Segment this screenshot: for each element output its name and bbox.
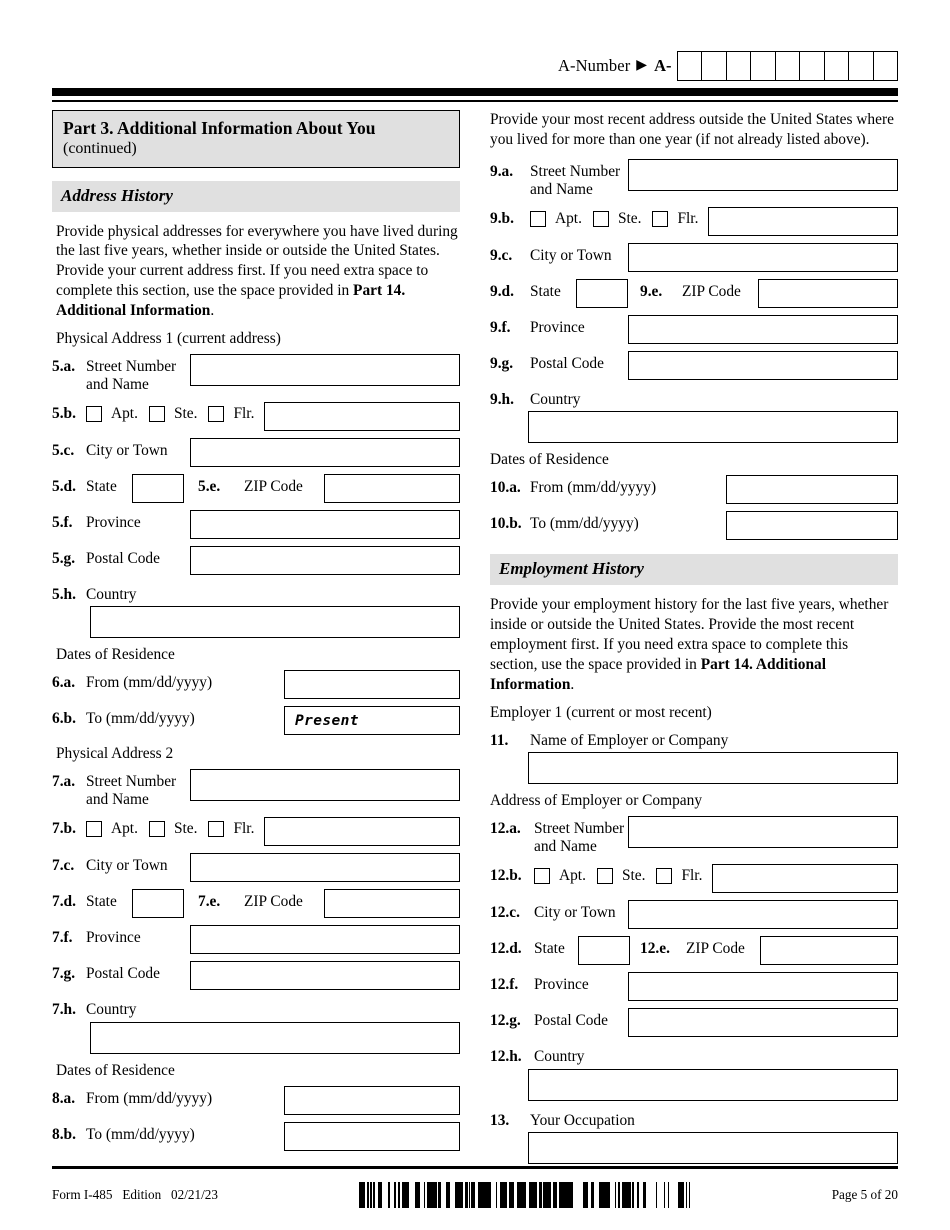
a-number-cell-6[interactable] [800,52,825,80]
field-number-12b: 12.b. [490,867,522,885]
field-number-7b: 7.b. [52,820,76,838]
field-row-9d-9e [490,279,898,308]
field-row-5h [52,582,460,604]
field-label-5e: ZIP Code [244,477,303,495]
province-input-5f[interactable] [190,510,460,539]
field-row-7h-box [52,1022,460,1054]
field-row-9f [490,315,898,344]
field-number-8b: 8.b. [52,1125,76,1143]
a-number-cell-1[interactable] [678,52,703,80]
field-number-10b: 10.b. [490,515,522,533]
field-number-5b: 5.b. [52,404,76,422]
field-label-7f: Province [86,929,141,947]
employment-history-instructions [490,595,898,694]
a-number-header [52,50,898,82]
field-row-12g [490,1008,898,1037]
field-row-11-box [490,752,898,784]
field-number-7g: 7.g. [52,965,76,983]
field-number-9e: 9.e. [640,282,663,300]
state-input-7d[interactable] [132,889,184,918]
field-number-9f: 9.f. [490,318,511,336]
dates-of-residence-1-subhead: Dates of Residence [56,646,175,664]
street-number-name-input-12a[interactable] [628,816,898,848]
field-number-5h: 5.h. [52,585,76,603]
field-row-7d-7e [52,889,460,918]
apt-ste-flr-input-7b[interactable] [264,817,460,846]
postal-code-input-7g[interactable] [190,961,460,990]
field-label-5d: State [86,477,117,495]
apt-label-5b: Apt. [111,404,138,422]
header-black-bar [52,88,898,96]
country-input-9h[interactable] [528,411,898,443]
field-label-12f: Province [534,976,589,994]
field-number-12a: 12.a. [490,820,521,838]
a-number-label: A-Number [558,56,631,75]
employment-history-heading [490,554,898,585]
field-label-13: Your Occupation [530,1111,635,1129]
instruction-bold-ref: Part 14. Additional Information [56,282,406,319]
pdf417-barcode [359,1182,690,1208]
postal-code-input-9g[interactable] [628,351,898,380]
field-number-7d: 7.d. [52,893,76,911]
field-label-8a: From (mm/dd/yyyy) [86,1089,213,1107]
field-row-7g [52,961,460,990]
ste-label-9b: Ste. [617,209,642,227]
field-row-5h-box [52,606,460,638]
a-number-input[interactable] [677,51,899,81]
flr-checkbox-5b[interactable] [208,406,224,422]
date-from-input-6a[interactable] [284,670,460,699]
apt-ste-flr-input-9b[interactable] [708,207,898,236]
field-number-10a: 10.a. [490,479,521,497]
address-history-label: Address History [61,185,173,205]
right-column [490,110,898,1171]
field-row-10a [490,475,898,504]
ste-checkbox-12b[interactable] [597,868,613,884]
field-row-9g [490,351,898,380]
field-row-7c [52,853,460,882]
zip-code-input-7e[interactable] [324,889,460,918]
a-number-prefix: A- [654,56,672,75]
instruction-bold-ref: Part 14. Additional Information [490,655,826,693]
physical-address-2-subhead: Physical Address 2 [56,745,174,763]
field-number-9c: 9.c. [490,246,513,264]
flr-label-7b: Flr. [233,820,255,838]
dates-of-residence-2-subhead: Dates of Residence [56,1061,175,1079]
a-number-cell-3[interactable] [727,52,752,80]
right-triangle-icon: ▶ [636,58,648,73]
state-input-9d[interactable] [576,279,628,308]
left-column [52,110,460,1158]
country-input-12h[interactable] [528,1069,898,1101]
date-from-input-10a[interactable] [726,475,898,504]
field-number-5g: 5.g. [52,549,76,567]
city-or-town-input-9c[interactable] [628,243,898,272]
field-label-12e: ZIP Code [686,940,745,958]
street-number-name-input-7a[interactable] [190,769,460,801]
field-row-12h-box [490,1069,898,1101]
ste-label-7b: Ste. [173,820,198,838]
field-label-9c: City or Town [530,246,612,264]
field-label-10b: To (mm/dd/yyyy) [530,515,639,533]
postal-code-input-12g[interactable] [628,1008,898,1037]
field-row-12c [490,900,898,929]
street-number-name-input-5a[interactable] [190,354,460,386]
field-label-9h: Country [530,390,581,408]
apt-checkbox-5b[interactable] [86,406,102,422]
apt-label-12b: Apt. [559,867,586,885]
field-number-5f: 5.f. [52,513,73,531]
part-subtitle: (continued) [63,140,137,158]
state-input-12d[interactable] [578,936,630,965]
field-row-5c [52,438,460,467]
field-label-6a: From (mm/dd/yyyy) [86,674,213,692]
a-number-cell-7[interactable] [825,52,850,80]
field-row-6b [52,706,460,735]
flr-checkbox-12b[interactable] [656,868,672,884]
field-label-5g: Postal Code [86,549,160,567]
field-label-9a: Street Number and Name [530,162,621,198]
apt-checkbox-12b[interactable] [534,868,550,884]
province-input-12f[interactable] [628,972,898,1001]
a-number-cell-4[interactable] [751,52,776,80]
field-row-7f [52,925,460,954]
zip-code-input-9e[interactable] [758,279,898,308]
field-number-12h: 12.h. [490,1048,522,1066]
ste-label-5b: Ste. [173,404,198,422]
city-or-town-input-7c[interactable] [190,853,460,882]
a-number-cell-2[interactable] [702,52,727,80]
date-to-input-6b[interactable]: Present [284,706,460,735]
field-row-7b [52,816,460,846]
field-label-5h: Country [86,585,137,603]
date-to-input-8b[interactable] [284,1122,460,1151]
date-to-input-10b[interactable] [726,511,898,540]
field-label-12h: Country [534,1048,585,1066]
field-number-9d: 9.d. [490,282,514,300]
address-history-instructions [56,222,460,321]
field-number-6b: 6.b. [52,710,76,728]
dates-of-residence-3-subhead: Dates of Residence [490,451,609,469]
field-row-10b [490,511,898,540]
instruction-text: Provide your employment history for the last five years, whether inside or outside the United States. Provide the most recent employment first. If you need extra space to complete this section, use the space provided in [490,596,889,673]
apt-label-7b: Apt. [111,820,138,838]
field-row-5f [52,510,460,539]
employer-1-subhead: Employer 1 (current or most recent) [490,703,712,721]
field-row-8b [52,1122,460,1151]
part-3-header [52,110,460,168]
field-number-12e: 12.e. [640,940,670,958]
field-row-5g [52,546,460,575]
field-row-8a [52,1086,460,1115]
field-number-8a: 8.a. [52,1089,76,1107]
field-row-13-box [490,1132,898,1164]
outside-us-address-instructions: Provide your most recent address outside the United States where you lived for more than one year (if not already listed above). [490,111,894,148]
apt-ste-flr-input-5b[interactable] [264,402,460,431]
street-number-name-input-9a[interactable] [628,159,898,191]
field-label-7g: Postal Code [86,965,160,983]
country-input-5h[interactable] [90,606,460,638]
postal-code-input-5g[interactable] [190,546,460,575]
field-row-12h [490,1044,898,1066]
apt-checkbox-9b[interactable] [530,211,546,227]
state-input-5d[interactable] [132,474,184,503]
form-edition-info: Form I-485 Edition 02/21/23 [52,1187,218,1202]
field-number-7a: 7.a. [52,773,76,791]
field-row-12d-12e [490,936,898,965]
field-row-11 [490,728,898,750]
field-label-5f: Province [86,513,141,531]
physical-address-1-subhead: Physical Address 1 (current address) [56,329,281,347]
apt-checkbox-7b[interactable] [86,821,102,837]
field-label-12a: Street Number and Name [534,820,625,856]
field-label-8b: To (mm/dd/yyyy) [86,1125,195,1143]
country-input-7h[interactable] [90,1022,460,1054]
address-history-heading [52,181,460,212]
field-number-7h: 7.h. [52,1001,76,1019]
field-number-9h: 9.h. [490,390,514,408]
field-number-6a: 6.a. [52,674,76,692]
field-label-7e: ZIP Code [244,893,303,911]
apt-label-9b: Apt. [555,209,582,227]
field-label-9f: Province [530,318,585,336]
field-row-9c [490,243,898,272]
flr-label-5b: Flr. [233,404,255,422]
field-label-5a: Street Number and Name [86,357,177,393]
field-label-9e: ZIP Code [682,282,741,300]
date-from-input-8a[interactable] [284,1086,460,1115]
field-row-5a [52,354,460,394]
a-number-cell-5[interactable] [776,52,801,80]
employment-history-label: Employment History [499,559,644,579]
field-number-5a: 5.a. [52,357,76,375]
field-row-9b [490,206,898,236]
flr-checkbox-7b[interactable] [208,821,224,837]
field-row-6a [52,670,460,699]
page-footer [52,1178,898,1212]
field-label-7a: Street Number and Name [86,773,177,809]
field-label-7c: City or Town [86,857,168,875]
field-row-12f [490,972,898,1001]
field-label-10a: From (mm/dd/yyyy) [530,479,657,497]
field-row-13 [490,1108,898,1130]
instruction-text: Provide physical addresses for everywhere you have lived during the last five years, whether inside or outside the United States. Provide your current address first. If you need extra space to complete this section, use the space provided in [56,222,458,300]
field-label-9d: State [530,282,561,300]
field-number-5e: 5.e. [198,477,221,495]
field-label-12d: State [534,940,565,958]
field-label-9g: Postal Code [530,354,604,372]
flr-label-12b: Flr. [681,867,703,885]
footer-rule [52,1166,898,1169]
part-title: Part 3. Additional Information About You [63,118,376,138]
ste-label-12b: Ste. [621,867,646,885]
field-number-5c: 5.c. [52,441,75,459]
field-row-5d-5e [52,474,460,503]
field-number-13: 13. [490,1111,510,1129]
field-label-11: Name of Employer or Company [530,731,729,749]
province-input-7f[interactable] [190,925,460,954]
field-row-7a [52,769,460,809]
occupation-input-13[interactable] [528,1132,898,1164]
field-number-11: 11. [490,731,509,749]
zip-code-input-5e[interactable] [324,474,460,503]
flr-label-9b: Flr. [677,209,699,227]
city-or-town-input-12c[interactable] [628,900,898,929]
field-number-9b: 9.b. [490,209,514,227]
page-number: Page 5 of 20 [831,1187,898,1202]
field-label-12g: Postal Code [534,1012,608,1030]
field-number-12f: 12.f. [490,976,519,994]
field-row-9a [490,159,898,199]
field-row-7h [52,997,460,1019]
city-or-town-input-5c[interactable] [190,438,460,467]
ste-checkbox-9b[interactable] [593,211,609,227]
field-number-12d: 12.d. [490,940,522,958]
employer-address-subhead: Address of Employer or Company [490,792,703,810]
field-label-5c: City or Town [86,441,168,459]
field-row-12b [490,863,898,893]
employer-name-input-11[interactable] [528,752,898,784]
instruction-text-end: . [210,301,215,319]
field-number-7e: 7.e. [198,893,221,911]
field-number-7c: 7.c. [52,857,75,875]
header-thin-rule [52,100,898,102]
field-row-12a [490,816,898,856]
field-label-7d: State [86,893,117,911]
field-label-6b: To (mm/dd/yyyy) [86,710,195,728]
ste-checkbox-5b[interactable] [149,406,165,422]
zip-code-input-12e[interactable] [760,936,898,965]
a-number-cell-8[interactable] [849,52,874,80]
province-input-9f[interactable] [628,315,898,344]
field-row-9h-box [490,411,898,443]
field-number-7f: 7.f. [52,929,73,947]
apt-ste-flr-input-12b[interactable] [712,864,898,893]
field-label-7h: Country [86,1001,137,1019]
field-number-9a: 9.a. [490,162,514,180]
a-number-cell-9[interactable] [874,52,898,80]
field-label-12c: City or Town [534,904,616,922]
field-number-9g: 9.g. [490,354,514,372]
field-row-5b [52,401,460,431]
ste-checkbox-7b[interactable] [149,821,165,837]
flr-checkbox-9b[interactable] [652,211,668,227]
field-number-5d: 5.d. [52,477,76,495]
field-number-12c: 12.c. [490,904,520,922]
instruction-text-end: . [570,675,575,693]
field-number-12g: 12.g. [490,1012,521,1030]
field-row-9h [490,387,898,409]
